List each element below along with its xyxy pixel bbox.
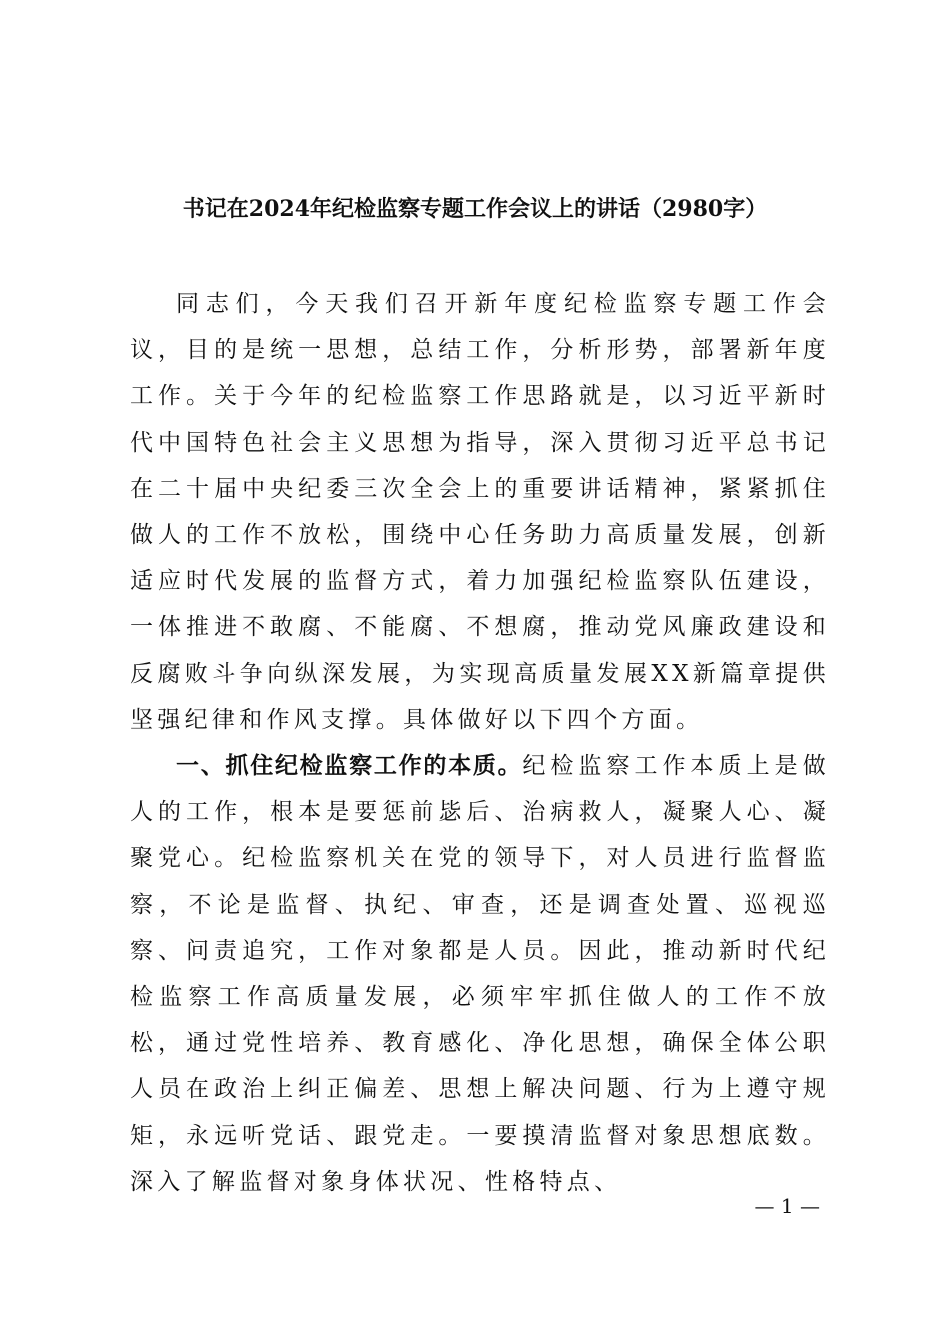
- paragraph-intro: [130, 281, 830, 743]
- page-number: — 1 —: [754, 1194, 820, 1218]
- paragraph-text: 纪检监察工作本质上是做人的工作，根本是要惩前毖后、治病救人，凝聚人心、凝聚党心。纪检监察机关在党的领导下，对人员进行监督监察，不论是监督、执纪、审查，还是调查处置、巡视巡察、问责追究，工作对象都是人员。因此，推动新时代纪检监察工作高质量发展，必须牢牢抓住做人的工作不放松，通过党性培养、教育感化、净化思想，确保全体公职人员在政治上纠正偏差、思想上解决问题、行为上遵守规矩，永远听党话、跟党走。一要摸清监督对象思想底数。深入了解监督对象身体状况、性格特点、: [130, 753, 830, 1195]
- section-heading: 一、抓住纪检监察工作的本质。: [176, 753, 523, 780]
- document-title: 书记在2024年纪检监察专题工作会议上的讲话（2980字）: [182, 196, 768, 222]
- document-body: [130, 281, 830, 1205]
- paragraph-section-one: [130, 743, 830, 1205]
- paragraph-text: 同志们，今天我们召开新年度纪检监察专题工作会议，目的是统一思想，总结工作，分析形势，部署新年度工作。关于今年的纪检监察工作思路就是，以习近平新时代中国特色社会主义思想为指导，深入贯彻习近平总书记在二十届中央纪委三次全会上的重要讲话精神，紧紧抓住做人的工作不放松，围绕中心任务助力高质量发展，创新适应时代发展的监督方式，着力加强纪检监察队伍建设，一体推进不敢腐、不能腐、不想腐，推动党风廉政建设和反腐败斗争向纵深发展，为实现高质量发展XX新篇章提供坚强纪律和作风支撑。具体做好以下四个方面。: [130, 291, 830, 733]
